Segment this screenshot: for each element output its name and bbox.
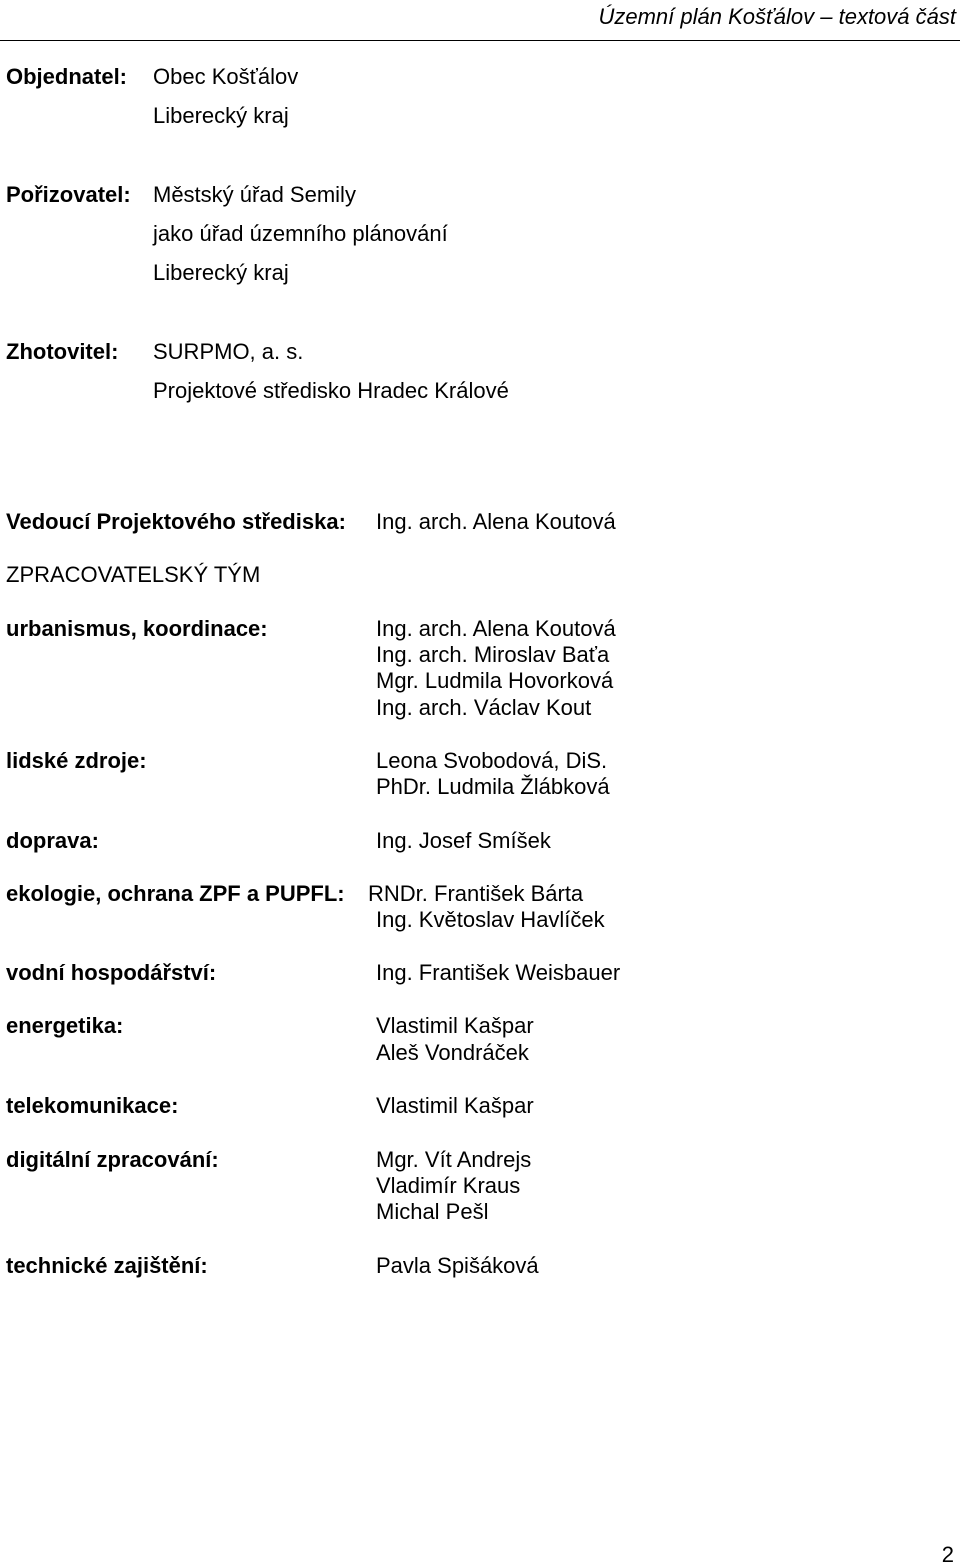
porizovatel-line: Liberecký kraj (153, 260, 289, 285)
page-number: 2 (941, 1542, 954, 1567)
objednatel-line: Liberecký kraj (153, 103, 289, 128)
head-of-center-name: Ing. arch. Alena Koutová (376, 509, 616, 534)
team-member-name: Ing. arch. Alena Koutová (376, 616, 616, 641)
role-label-digitalni-zpracovani: digitální zpracování: (6, 1147, 219, 1172)
head-of-center-label: Vedoucí Projektového střediska: (6, 509, 346, 534)
role-label-energetika: energetika: (6, 1013, 124, 1038)
team-member-name: Ing. Květoslav Havlíček (376, 907, 605, 932)
role-label-telekomunikace: telekomunikace: (6, 1093, 179, 1118)
team-member-name: Aleš Vondráček (376, 1040, 529, 1065)
team-member-name: Vladimír Kraus (376, 1173, 521, 1198)
role-label-urbanismus: urbanismus, koordinace: (6, 616, 268, 641)
role-label-doprava: doprava: (6, 828, 99, 853)
team-member-name: Ing. arch. Václav Kout (376, 695, 592, 720)
zhotovitel-line: SURPMO, a. s. (153, 339, 304, 364)
document-header-title: Územní plán Košťálov – textová část (598, 4, 956, 29)
team-member-name: PhDr. Ludmila Žlábková (376, 774, 610, 799)
porizovatel-label: Pořizovatel: (6, 182, 131, 207)
team-member-name: Vlastimil Kašpar (376, 1013, 534, 1038)
team-member-name: Ing. František Weisbauer (376, 960, 621, 985)
team-title: ZPRACOVATELSKÝ TÝM (6, 562, 261, 587)
role-label-technicke-zajisteni: technické zajištění: (6, 1253, 208, 1278)
role-label-vodni-hospodarstvi: vodní hospodářství: (6, 960, 217, 985)
team-member-name: Vlastimil Kašpar (376, 1093, 534, 1118)
objednatel-label: Objednatel: (6, 64, 128, 89)
zhotovitel-label: Zhotovitel: (6, 339, 119, 364)
porizovatel-line: Městský úřad Semily (153, 182, 356, 207)
objednatel-line: Obec Košťálov (153, 64, 299, 89)
team-member-name: Mgr. Vít Andrejs (376, 1147, 532, 1172)
role-label-ekologie: ekologie, ochrana ZPF a PUPFL: (6, 881, 345, 906)
team-member-name: Michal Pešl (376, 1199, 489, 1224)
header-rule (0, 40, 960, 41)
team-member-name: Pavla Spišáková (376, 1253, 539, 1278)
team-member-name: RNDr. František Bárta (368, 881, 584, 906)
team-member-name: Ing. arch. Miroslav Baťa (376, 642, 610, 667)
zhotovitel-line: Projektové středisko Hradec Králové (153, 378, 509, 403)
team-member-name: Mgr. Ludmila Hovorková (376, 668, 614, 693)
team-member-name: Ing. Josef Smíšek (376, 828, 551, 853)
role-label-lidske-zdroje: lidské zdroje: (6, 748, 147, 773)
porizovatel-line: jako úřad územního plánování (153, 221, 448, 246)
team-member-name: Leona Svobodová, DiS. (376, 748, 608, 773)
